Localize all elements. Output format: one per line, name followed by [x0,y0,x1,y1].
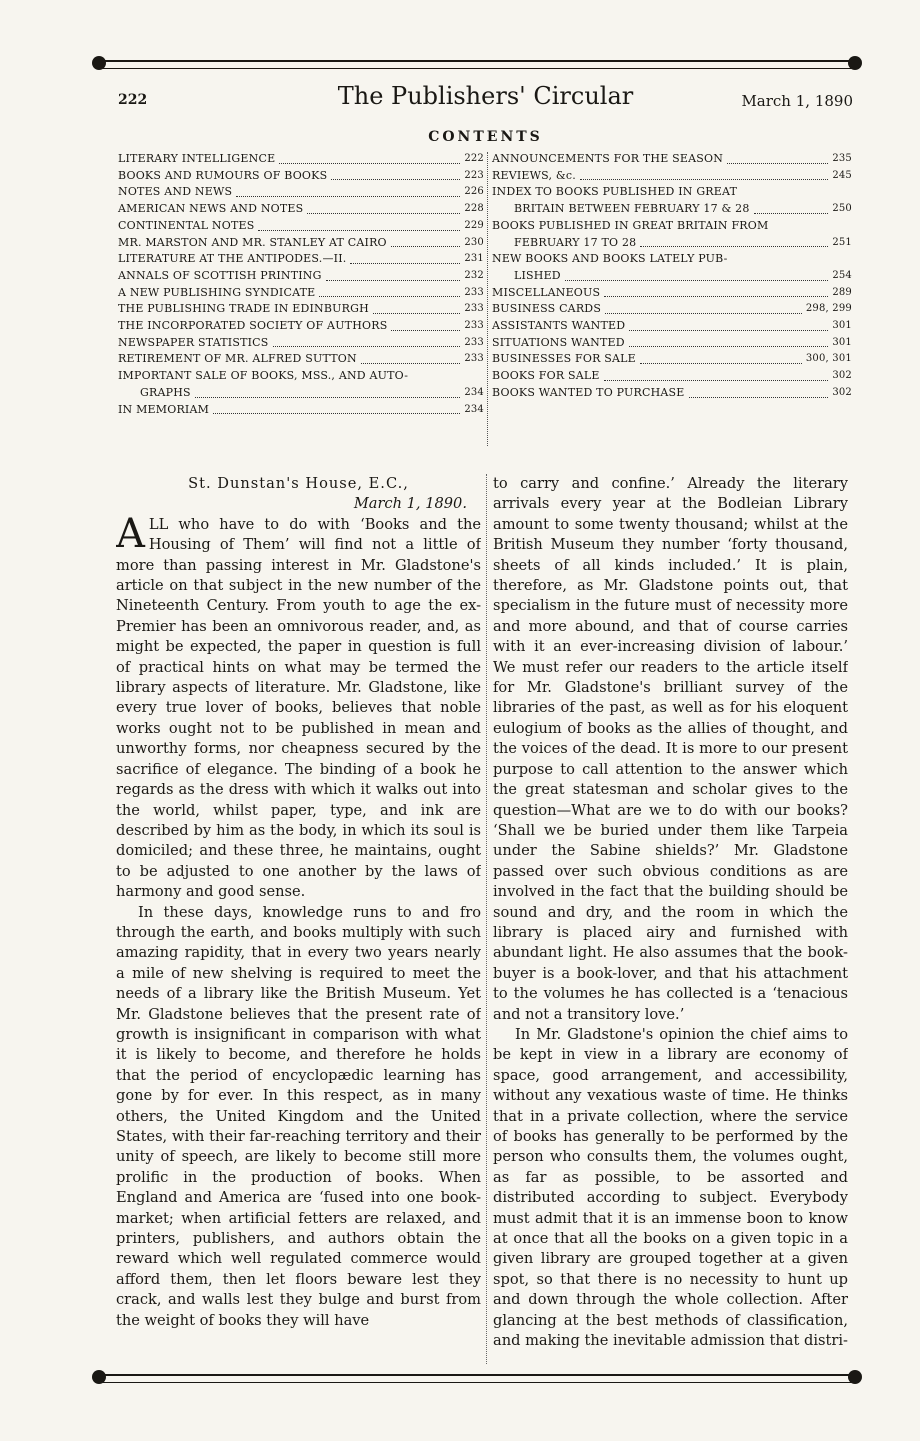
contents-entry: AMERICAN NEWS AND NOTES 228 [118,201,484,218]
article-paragraph: In Mr. Gladstone's opinion the chief aims to be kept in view in a library are economy of space, good arrangement, and accessibility, without any vexatious waste of time. He thinks that in a private collection, where the service of books has generally to be performed by the person who consults them, the volumes ought, as far as possible, to be assorted and distributed according to subject. Everybody must admit that it is an immense boon to know at once that all the books on a given topic in a given library are grouped together at a given spot, so that there is no necessity to hunt up and down through the whole collection. After glancing at the best methods of classification, and making the inevitable admission that distri- [493,1025,848,1350]
contents-entry: MISCELLANEOUS 289 [492,285,852,302]
contents-entry: BUSINESS CARDS 298, 299 [492,301,852,318]
contents-page-number: 250 [832,203,852,215]
contents-entry-continued: FEBRUARY 17 TO 28 251 [492,235,852,252]
contents-page-number: 226 [464,186,484,198]
contents-entry: BOOKS PUBLISHED IN GREAT BRITAIN FROM [492,218,769,232]
contents-entry: RETIREMENT OF MR. ALFRED SUTTON 233 [118,351,484,368]
contents-entry: ANNOUNCEMENTS FOR THE SEASON 235 [492,151,852,168]
contents-entry: REVIEWS, &c. 245 [492,168,852,185]
contents-entry: MR. MARSTON AND MR. STANLEY AT CAIRO 230 [118,235,484,252]
contents-entry: ASSISTANTS WANTED 301 [492,318,852,335]
contents-right-column [492,151,852,402]
contents-page-number: 245 [832,169,852,181]
top-rule [100,60,856,69]
contents-page-number: 233 [464,320,484,332]
contents-page-number: 298, 299 [805,303,852,315]
contents-entry: NEWSPAPER STATISTICS 233 [118,335,484,352]
column-divider [486,474,487,1364]
contents-entry-continued: BRITAIN BETWEEN FEBRUARY 17 & 28 250 [492,201,852,218]
contents-entry: INDEX TO BOOKS PUBLISHED IN GREAT [492,185,738,199]
contents-page-number: 301 [832,336,852,348]
contents-page-number: 233 [464,353,484,365]
contents-page-number: 233 [464,336,484,348]
bottom-rule [100,1374,856,1383]
contents-page-number: 234 [464,403,484,415]
contents-entry: BUSINESSES FOR SALE 300, 301 [492,351,852,368]
article-paragraph: In these days, knowledge runs to and fro through the earth, and books multiply with such amazing rapidity, that in every two years nearly a mile of new shelving is required to meet the needs of a library like the British Museum. Yet Mr. Gladstone believes that the present rate of growth is insignificant in comparison with what it is likely to become, and therefore he holds that the period of encyclopædic learning has gone by for ever. In this respect, as in many others, the United Kingdom and the United States, with their far-reaching territory and their unity of speech, are likely to become still more prolific in the production of books. When England and America are ‘fused into one book-market; when artificial fetters are relaxed, and printers, publishers, and authors obtain the reward which well regulated commerce would afford them, then let floors beware lest they crack, and walls lest they bulge and burst from the weight of books they will have [116,903,481,1329]
article-right-column [493,474,848,1366]
contents-page-number: 228 [464,203,484,215]
contents-entry: IN MEMORIAM 234 [118,402,484,419]
page-number: 222 [118,92,148,108]
page-header [118,78,853,114]
ornament-icon [92,56,106,70]
contents-page-number: 302 [832,386,852,398]
contents-entry: THE INCORPORATED SOCIETY OF AUTHORS 233 [118,318,484,335]
drop-cap: A [116,510,145,557]
contents-entry: SITUATIONS WANTED 301 [492,335,852,352]
contents-divider [487,152,488,446]
contents-page-number: 223 [464,169,484,181]
contents-page-number: 234 [464,386,484,398]
contents-entry: ANNALS OF SCOTTISH PRINTING 232 [118,268,484,285]
contents-page-number: 222 [464,153,484,164]
article-address: St. Dunstan's House, E.C., [188,475,409,492]
contents-entry: LITERARY INTELLIGENCE 222 [118,151,484,168]
contents-entry: BOOKS WANTED TO PURCHASE 302 [492,385,852,402]
contents-entry-continued: GRAPHS 234 [118,385,484,402]
contents-page-number: 254 [832,269,852,281]
contents-page-number: 233 [464,303,484,315]
contents-page-number: 300, 301 [805,353,852,365]
contents-page-number: 233 [464,286,484,298]
contents-heading: CONTENTS [428,129,543,145]
contents-entry: A NEW PUBLISHING SYNDICATE 233 [118,285,484,302]
contents-page-number: 231 [464,253,484,265]
contents-entry-continued: LISHED 254 [492,268,852,285]
contents-entry: BOOKS AND RUMOURS OF BOOKS 223 [118,168,484,185]
issue-date: March 1, 1890 [741,92,853,110]
contents-left-column [118,151,484,418]
article-paragraph: ALL who have to do with ‘Books and the Housing of Them’ will find not a little of more than passing interest in Mr. Gladstone's article on that subject in the new number of the Nineteenth Century. From youth to age the ex-Premier has been an omnivorous reader, and, as might be expected, the paper in question is full of practical hints on what may be termed the library aspects of literature. Mr. Gladstone, like every true lover of books, believes that noble works ought not to be published in mean and unworthy forms, nor cheapness secured by the sacrifice of elegance. The binding of a book he regards as the dress with which it walks out into the world, whilst paper, type, and ink are described by him as the body, in which its soul is domiciled; and these three, he maintains, ought to be adjusted to one another by the laws of harmony and good sense. [116,510,481,901]
ornament-icon [848,1370,862,1384]
article-dateline: March 1, 1890. [353,495,467,513]
contents-page-number: 251 [832,236,852,248]
contents-entry: NOTES AND NEWS 226 [118,184,484,201]
contents-entry: THE PUBLISHING TRADE IN EDINBURGH 233 [118,301,484,318]
ornament-icon [92,1370,106,1384]
ornament-icon [848,56,862,70]
contents-page-number: 232 [464,269,484,281]
contents-entry: IMPORTANT SALE OF BOOKS, MSS., AND AUTO- [118,369,409,383]
contents-page-number: 301 [832,320,852,332]
contents-entry: CONTINENTAL NOTES 229 [118,218,484,235]
contents-entry: NEW BOOKS AND BOOKS LATELY PUB- [492,252,728,266]
article-left-column [116,474,481,1366]
contents-entry: BOOKS FOR SALE 302 [492,368,852,385]
contents-page-number: 229 [464,219,484,231]
journal-title: The Publishers' Circular [337,82,634,110]
contents-entry: LITERATURE AT THE ANTIPODES.—II. 231 [118,251,484,268]
contents-page-number: 235 [832,153,852,164]
contents-page-number: 289 [832,286,852,298]
contents-page-number: 302 [832,370,852,382]
contents-page-number: 230 [464,236,484,248]
article-paragraph: to carry and confine.’ Already the literary arrivals every year at the Bodleian Library amount to some twenty thousand; whilst at the British Museum they number ‘forty thousand, sheets of all kinds included.’ It is plain, therefore, as Mr. Gladstone points out, that specialism in the future must of necessity more and more abound, and that of course carries with it an ever-increasing division of labour.’ We must refer our readers to the article itself for Mr. Gladstone's brilliant survey of the libraries of the past, as well as for his eloquent eulogium of books as the allies of thought, and the voices of the dead. It is more to our present purpose to call attention to the answer which the great statesman and scholar gives to the question—What are we to do with our books? ‘Shall we be buried under them like Tarpeia under the Sabine shields?’ Mr. Gladstone passed over such obvious conditions as are involved in the fact that the building should be sound and dry, and the room in which the library is placed airy and furnished with abundant light. He also assumes that the book-buyer is a book-lover, and that his attachment to the volumes he has collected is a ‘tenacious and not a transitory love.’ [493,475,848,1023]
